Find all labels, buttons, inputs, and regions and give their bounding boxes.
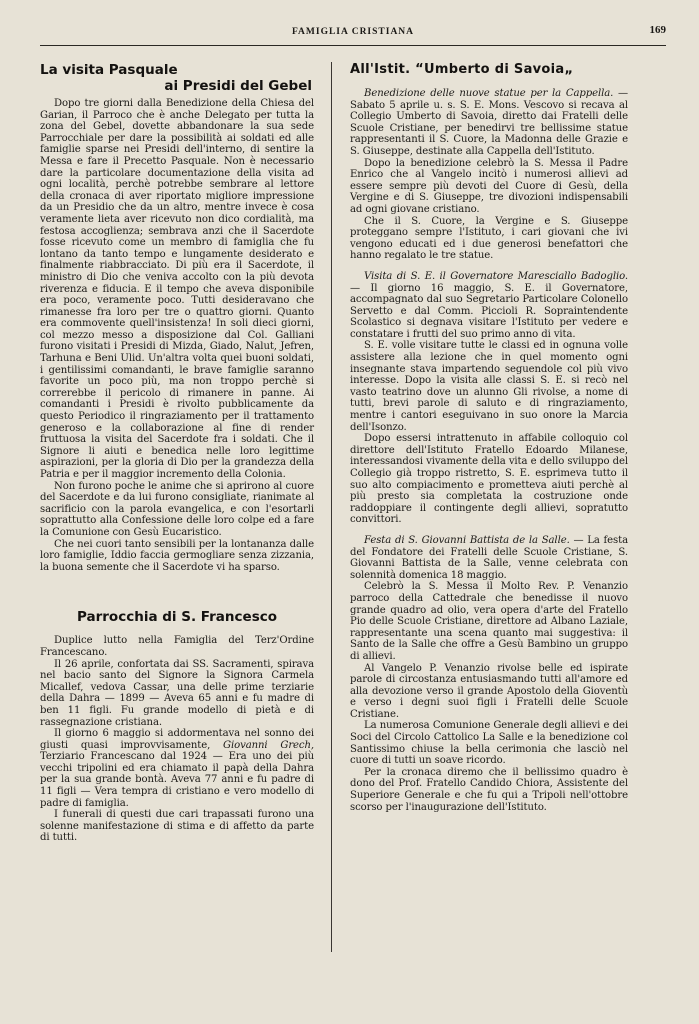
paragraph [350, 535, 628, 581]
paragraph: Dopo essersi intrattenuto in affabile colloquio col direttore dell'Istituto Fratello Edoardo Milanese, interessandosi vivamente della vita e dello sviluppo del Collegio già troppo ristretto, S. E. esprimeva tutto il suo alto compiacimento e prometteva aiuti perchè al più presto sia completata la costruzione onde raddoppiare il contingente degli allievi, sopratutto convittori. [350, 433, 628, 526]
paragraph: Non furono poche le anime che si aprirono al cuore del Sacerdote e da lui furono consigliate, rianimate al sacrificio con la parola evangelica, e con l'esortarli soprattutto alla Confessione delle loro colpe ed a fare la Comunione con Gesù Eucaristico. [40, 480, 314, 538]
run-in-heading: Visita di S. E. il Governatore Maresciallo Badoglio. [364, 270, 628, 282]
paragraph: Per la cronaca diremo che il bellissimo quadro è dono del Prof. Fratello Candido Chiora, Assistente del Superiore Generale e che fu qui a Tripoli nell'ottobre scorso per l'inaugurazione dell'Istituto. [350, 766, 628, 813]
article-title-parrocchia: Parrocchia di S. Francesco [76, 609, 278, 626]
paragraph [40, 728, 314, 809]
paragraph-text: Terziario Francescano dal 1924 — Era uno dei più vecchi tripolini ed era chiamato il papà della Dahra per la sua grande bontà. Aveva 77 anni e fu padre di 11 figli — Vera tempra di cristiano e vero modello di padre di famiglia. [40, 751, 314, 809]
paragraph: Al Vangelo P. Venanzio rivolse belle ed ispirate parole di circostanza entusiasmando tutti all'amore ed alla devozione verso il grande Apostolo della Gioventù e verso i degni suoi figli i Fratelli delle Scuole Cristiane. [350, 662, 628, 720]
paragraph: Il 26 aprile, confortata dai SS. Sacramenti, spirava nel bacio santo del Signore la Signora Carmela Micallef, vedova Cassar, una delle prime terziarie della Dahra — 1899 — Aveva 65 anni e fu madre di ben 11 figli. Fu grande modello di pietà e di rassegnazione cristiana. [40, 658, 314, 728]
paragraph: Che il S. Cuore, la Vergine e S. Giuseppe proteggano sempre l'Istituto, i cari giovani che ivi vengono educati ed i due generosi benefattori che hanno regalato le tre statue. [350, 215, 628, 262]
page-number: 169 [649, 24, 666, 36]
paragraph: S. E. volle visitare tutte le classi ed in ognuna volle assistere alla lezione che in quel momento ogni insegnante stava impartendo seguendole col più vivo interesse. Dopo la visita alle classi S. E. si recò nel vasto teatrino dove un alunno Gli rivolse, a nome di tutti, brevi parole di saluto e di ringraziamento, mentre i cantori eseguivano in suo onore la Marcia dell'Isonzo. [350, 340, 628, 433]
section-gap [350, 262, 628, 271]
title-line-2: ai Presidi del Gebel [164, 78, 312, 94]
header-rule [40, 45, 666, 46]
running-title: FAMIGLIA CRISTIANA [291, 27, 415, 37]
paragraph-text: — Sabato 5 aprile u. s. S. E. Mons. Vescovo si recava al Collegio Umberto di Savoia, diretto dai Fratelli delle Scuole Cristiane, per benedirvi tre bellissime statue rappresentanti il S. Cuore, la Madonna delle Grazie e S. Giuseppe, destinate alla Cappella dell'Istituto. [350, 88, 629, 157]
run-in-heading: Festa di S. Giovanni Battista de la Salle. [364, 534, 570, 546]
title-line-1: La visita Pasquale [40, 62, 178, 78]
paragraph: Dopo tre giorni dalla Benedizione della Chiesa del Garian, il Parroco che è anche Delegato per tutta la zona del Gebel, dovette abbandonare la sua sede Parrocchiale per dare la possibilità ai soldati ed alle famiglie sparse nei Presidi dell'interno, di sentire la Messa e fare il Precetto Pasquale. Non è necessario dare la particolare documentazione della visita ad ogni località, perchè potrebbe sembrare al lettore della cronaca di aver riportato migliore impressione da un Presidio che da un altro, mentre invece è cosa veramente lieta aver ricevuto non dico cordialità, ma festosa accoglienza; sembrava anzi che il Sacerdote fosse ricevuto come un membro di famiglia che fu lontano da tanto tempo e lungamente desiderato e finalmente riabbracciato. Di più era il Sacerdote, il ministro di Dio che veniva accolto con la più devota riverenza e fiducia. E il tempo che aveva disponibile era poco, veramente poco. Tutti desideravano che rimanesse fra loro per tre o quattro giorni. Quanto era commovente quell'insistenza! In soli dieci giorni, col mezzo messo a disposizione dal Col. Galliani furono visitati i Presidi di Mizda, Giado, Nalut, Jefren, Tarhuna e Beni Ulid. Un'altra volta quei buoni soldati, i gentilissimi comandanti, le brave famiglie saranno favorite un poco più, ma non troppo perchè si correrebbe il pericolo di rimanere in panne. Ai comandanti i Presidi è rivolto pubblicamente da questo Periodico il ringraziamento per il trattamento generoso e la collaborazione al fine di render fruttuosa la visita del Sacerdote fra i soldati. Che il Signore li aiuti e benedica nelle loro legittime aspirazioni, per la gloria di Dio per la grandezza della Patria e per il maggior incremento della Colonia. [40, 98, 314, 480]
article-title-visita-pasquale [40, 62, 314, 98]
paragraph: I funerali di questi due cari trapassati furono una solenne manifestazione di stima e di affetto da parte di tutti. [40, 809, 314, 844]
paragraph: Celebrò la S. Messa il Molto Rev. P. Venanzio parroco della Cattedrale che benedisse il nuovo grande quadro ad olio, vera opera d'arte del Fratello Pio delle Scuole Cristiane, direttore ad Albano Laziale, rappresentante una scena quanto mai suggestiva: il Santo de la Salle che offre a Gesù Bambino un gruppo di allievi. [350, 581, 628, 662]
column-divider [331, 62, 332, 952]
paragraph: Duplice lutto nella Famiglia del Terz'Ordine Francescano. [40, 635, 314, 658]
running-head [40, 24, 666, 44]
run-in-heading: Benedizione delle nuove statue per la Cappella. [364, 88, 614, 99]
section-gap [350, 526, 628, 535]
right-column [350, 62, 628, 813]
paragraph [350, 88, 628, 158]
paragraph: La numerosa Comunione Generale degli allievi e dei Soci del Circolo Cattolico La Salle e la benedizione col Santissimo chiuse la bella cerimonia che lasciò nel cuore di tutti un soave ricordo. [350, 720, 628, 767]
left-column [40, 62, 314, 844]
paragraph: Dopo la benedizione celebrò la S. Messa il Padre Enrico che al Vangelo incitò i numerosi allievi ad essere sempre più devoti del Cuore di Gesù, della Vergine e di S. Giuseppe, tre divozioni indispensabili ad ogni giovane cristiano. [350, 157, 628, 215]
paragraph-text: — La festa del Fondatore dei Fratelli delle Scuole Cristiane, S. Giovanni Battista de la Salle, venne celebrata con solennità domenica 18 maggio. [350, 534, 629, 581]
paragraph-text: Il giorno 6 maggio si addormentava nel sonno dei giusti quasi improvvisamente, [40, 728, 314, 751]
person-name: Giovanni Grech, [223, 739, 314, 751]
article-title-istituto: All'Istit. “Umberto di Savoia„ [350, 62, 574, 77]
paragraph-text: — Il giorno 16 maggio, S. E. il Governatore, accompagnato dal suo Segretario Particolare Colonello Servetto e dal Comm. Piccioli R. Sopraintendente Scolastico si degnava visitare l'Istituto per vedere e constatare i frutti del suo primo anno di vita. [350, 282, 628, 340]
paragraph: Che nei cuori tanto sensibili per la lontananza dalle loro famiglie, Iddio faccia germogliare senza zizzania, la buona semente che il Sacerdote vi ha sparso. [40, 538, 314, 573]
paragraph [350, 271, 628, 341]
